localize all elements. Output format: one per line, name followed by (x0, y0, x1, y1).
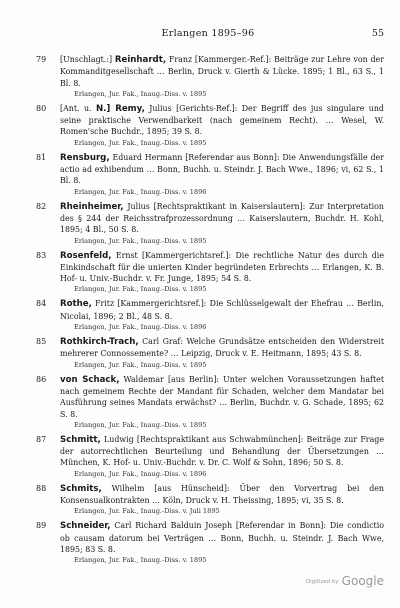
author-name: Rensburg, (60, 152, 110, 163)
entry-body (60, 103, 384, 138)
entry-note: Erlangen, Jur. Fak., Inaug.-Diss. v. 1895 (74, 420, 207, 429)
entry-note: Erlangen, Jur. Fak., Inaug.-Diss. v. 1896 (74, 323, 207, 332)
entry-text: Wilhelm [aus Hünscheid]: Über den Vorvertrag bei den Konsensualkontrakten … Köln, Druck v. H. Theissing, 1895; vi, 35 S. 8. (60, 483, 384, 506)
entry-body (60, 434, 384, 469)
entry-note: Erlangen, Jur. Fak., Inaug.-Diss. v. 1895 (74, 89, 207, 98)
entry-number: 88 (36, 483, 47, 493)
entry-text: Carl Richard Balduin Joseph [Referendar in Bonn]: Die condictio ob causam datorum bei Verträgen … Bonn, Buchh. u. Steindr. J. Bach Wwe, 1895; 83 S. 8. (60, 521, 384, 554)
entry-number: 89 (36, 521, 47, 531)
entry-body (60, 483, 384, 507)
entry-text: Carl Graf: Welche Grundsätze entscheiden den Widerstreit mehrerer Connossemente? … Leipzig, Druck v. E. Heitmann, 1895; 43 S. 8. (60, 337, 384, 359)
list-item (36, 152, 384, 197)
list-item (36, 336, 384, 370)
entry-text: Julius [Gerichts-Ref.]: Der Begriff des jus singulare und seine praktische Verwendbarkeit (nach gemeinem Recht). … Wesel, W. Romen'sche Buchdr., 1895; 39 S. 8. (60, 103, 384, 137)
entry-note: Erlangen, Jur. Fak., Inaug.-Diss. v. 1895 (74, 556, 207, 565)
entry-text: Waldemar [aus Berlin]: Unter welchen Voraussetzungen haftet nach gemeinem Rechte der Mandant für Schaden, welcher dem Mandatar bei Ausführung seines Mandats erwächst? … Berlin, Buchdr. v. G. Schade, 1895; 62 S. 8. (60, 374, 384, 419)
entry-note: Erlangen, Jur. Fak., Inaug.-Diss. v. 1895 (74, 236, 207, 245)
list-item (36, 250, 384, 295)
entry-number: 82 (36, 201, 47, 211)
watermark-prefix: Digitized by (305, 579, 339, 585)
entry-body (60, 152, 384, 187)
entry-note: Erlangen, Jur. Fak., Inaug.-Diss. v. 1895 (74, 285, 207, 294)
entry-number: 87 (36, 434, 47, 444)
entry-number: 84 (36, 299, 47, 309)
page-number: 55 (371, 28, 384, 39)
entry-text: Ludwig [Rechtspraktikant aus Schwabmünchen]: Beiträge zur Frage der autorrechtlichen Beurteilung und Behandlung der Übersetzungen … München, K. Hof- u. Univ.-Buchdr. v. Dr. C. Wolf & Sohn, 1896; 50 S. 8. (60, 434, 384, 468)
entry-prefix: [Unschlagt.:] (60, 55, 115, 64)
entry-body (60, 336, 384, 360)
list-item (36, 54, 384, 99)
author-name: N.] Remy, (95, 103, 145, 114)
entry-text: Ernst [Kammergerichtsref.]: Die rechtliche Natur des durch die Einkindschaft für die unierten Kinder begründeten Erbrechts … Erlangen, K. B. Hof- u. Univ.-Buchdr. v. Fr. Junge, 1895; 54 S. 8. (60, 250, 384, 284)
page-title: Erlangen 1895–96 (161, 28, 255, 39)
entry-text: Eduard Hermann [Referendar aus Bonn]: Die Anwendungsfälle der actio ad exhibendum … Bonn, Buchh. u. Steindr. J. Bach Wwe., 1896; vi, 62 S., 1 Bl. 8. (60, 152, 384, 186)
list-item (36, 298, 384, 332)
entry-prefix: [Ant. u. (60, 103, 96, 113)
entry-text: Franz [Kammerger.-Ref.]: Beiträge zur Lehre von der Kommanditgesellschaft … Berlin, Druck v. Gierth & Lücke. 1895; 1 Bl., 63 S., 1 Bl. 8. (60, 55, 384, 88)
entry-body (60, 520, 384, 555)
author-name: Rheinheimer, (60, 201, 124, 212)
entry-number: 86 (36, 374, 47, 384)
entry-note: Erlangen, Jur. Fak., Inaug.-Diss. v. 1896 (74, 187, 207, 196)
entry-number: 81 (36, 152, 47, 162)
entry-body (60, 298, 384, 322)
entry-body (60, 54, 384, 89)
entry-body (60, 201, 384, 236)
entry-list (36, 54, 384, 569)
watermark (306, 574, 384, 588)
list-item (36, 103, 384, 148)
entry-number: 85 (36, 337, 47, 347)
list-item (36, 483, 384, 517)
author-name: Schmitt, (60, 434, 101, 445)
page-header (30, 28, 386, 44)
author-name: Rothkirch-Trach, (60, 337, 139, 348)
entry-note: Erlangen, Jur. Fak., Inaug.-Diss. v. 1895 (74, 360, 207, 369)
list-item (36, 374, 384, 430)
entry-text: Julius [Rechtspraktikant in Kaiserslautern]: Zur Interpretation des § 244 der Reichsstrafprozessordnung … Kaiserslautern, Buchdr. H. Kohl, 1895; 4 Bl., 50 S. 8. (60, 201, 384, 235)
entry-body (60, 374, 384, 420)
author-name: Reinhardt, (114, 55, 167, 65)
author-name: Schneider, (60, 521, 111, 532)
entry-note: Erlangen, Jur. Fak., Inaug.-Diss. v. Juli 1895 (74, 507, 220, 516)
author-name: von Schack, (60, 374, 120, 385)
entry-text: Fritz [Kammergerichtsref.]: Die Schlüsselgewalt der Ehefrau … Berlin, Nicolai, 1896; 2 Bl., 48 S. 8. (60, 299, 384, 321)
entry-number: 80 (36, 103, 47, 113)
watermark-logo: Google (341, 574, 384, 588)
author-name: Rosenfeld, (60, 250, 112, 261)
author-name: Schmits, (60, 483, 102, 494)
list-item (36, 520, 384, 565)
list-item (36, 201, 384, 246)
entry-number: 79 (36, 55, 47, 64)
list-item (36, 434, 384, 479)
entry-note: Erlangen, Jur. Fak., Inaug.-Diss. v. 1896 (74, 469, 207, 478)
entry-body (60, 250, 384, 285)
entry-number: 83 (36, 250, 47, 260)
entry-note: Erlangen, Jur. Fak., Inaug.-Diss. v. 1895 (74, 138, 207, 147)
author-name: Rothe, (60, 299, 92, 310)
